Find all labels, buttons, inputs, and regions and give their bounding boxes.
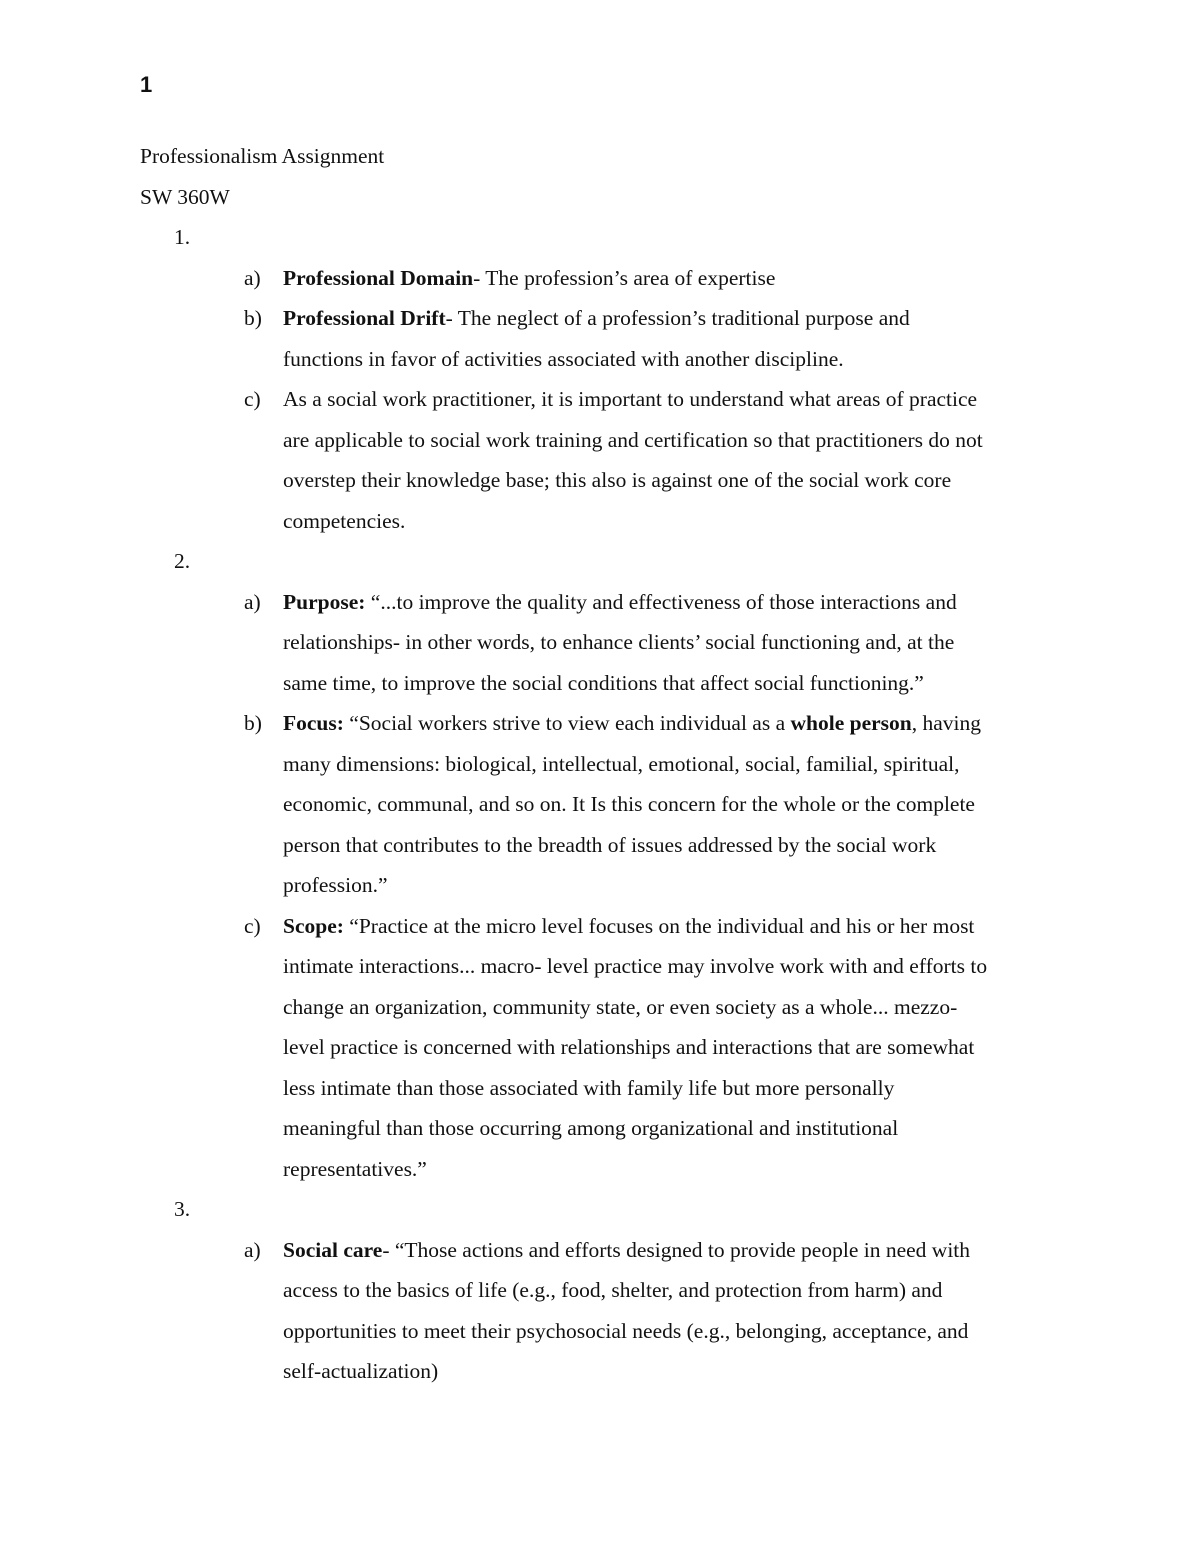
list-item-line xyxy=(283,1149,1080,1190)
list-item-line xyxy=(283,784,1080,825)
term-label: Social care xyxy=(283,1237,383,1262)
line-text: functions in favor of activities associated with another discipline. xyxy=(283,346,844,371)
list-item-line xyxy=(283,1230,1080,1271)
list-item xyxy=(140,298,1080,379)
list-item xyxy=(140,379,1080,541)
list-item-line xyxy=(283,339,1080,380)
list-item-line xyxy=(283,1108,1080,1149)
line-text: same time, to improve the social conditions that affect social functioning.” xyxy=(283,670,924,695)
line-text: many dimensions: biological, intellectual, emotional, social, familial, spiritual, xyxy=(283,751,960,776)
list-item-line xyxy=(283,298,1080,339)
list-item-line xyxy=(283,744,1080,785)
line-text: “Social workers strive to view each individual as a xyxy=(343,711,791,735)
line-text: less intimate than those associated with family life but more personally xyxy=(283,1075,895,1100)
line-text: “Practice at the micro level focuses on the individual and his or her most xyxy=(343,913,975,938)
line-text: overstep their knowledge base; this also is against one of the social work core xyxy=(283,468,952,492)
list-item xyxy=(140,258,1080,299)
term-label: Focus: xyxy=(283,711,344,735)
course-code: SW 360W xyxy=(140,184,230,209)
term-label: Professional Drift xyxy=(283,306,446,330)
line-text: level practice is concerned with relationships and interactions that are somewhat xyxy=(283,1035,975,1059)
line-text: meaningful than those occurring among organizational and institutional xyxy=(283,1116,899,1140)
document-title: Professionalism Assignment xyxy=(140,144,385,168)
list-item-line xyxy=(283,1270,1080,1311)
line-text: “...to improve the quality and effectiveness of those interactions and xyxy=(365,589,957,614)
list-item-line xyxy=(283,501,1080,542)
line-text: intimate interactions... macro- level practice may involve work with and efforts to xyxy=(283,954,988,978)
list-item-line xyxy=(283,460,1080,501)
line-text: relationships- in other words, to enhance clients’ social functioning and, at the xyxy=(283,630,955,654)
line-text: are applicable to social work training and certification so that practitioners do not xyxy=(283,427,983,452)
line-text: access to the basics of life (e.g., food, shelter, and protection from harm) and xyxy=(283,1278,943,1302)
line-text: , having xyxy=(911,711,982,735)
document-body xyxy=(140,136,1080,1392)
list-item-line xyxy=(283,663,1080,704)
line-text: opportunities to meet their psychosocial needs (e.g., belonging, acceptance, and xyxy=(283,1318,969,1343)
line-text: profession.” xyxy=(283,873,388,897)
line-text: - The neglect of a profession’s traditional purpose and xyxy=(445,306,910,330)
list-item-line xyxy=(283,825,1080,866)
list-item-line xyxy=(283,703,1080,744)
section-number: 1. xyxy=(174,225,191,249)
list-item-line xyxy=(283,865,1080,906)
list-item xyxy=(140,582,1080,704)
term-label: Scope: xyxy=(283,913,344,938)
emphasis-text: whole person xyxy=(790,711,912,735)
line-text: person that contributes to the breadth of issues addressed by the social work xyxy=(283,832,937,857)
line-text: representatives.” xyxy=(283,1156,427,1181)
page-number: 1 xyxy=(140,72,153,97)
list-marker: a) xyxy=(244,1237,261,1262)
list-marker: a) xyxy=(244,265,261,290)
sections-list xyxy=(140,217,1080,1392)
list-marker: c) xyxy=(244,913,261,938)
term-label: Purpose: xyxy=(283,589,366,614)
list-item-line xyxy=(283,1351,1080,1392)
term-label: Professional Domain xyxy=(283,265,474,290)
line-text: As a social work practitioner, it is important to understand what areas of practice xyxy=(283,387,978,411)
list-item-line xyxy=(283,622,1080,663)
line-text: - “Those actions and efforts designed to provide people in need with xyxy=(382,1237,971,1262)
list-item xyxy=(140,906,1080,1190)
list-item-line xyxy=(283,987,1080,1028)
list-item-line xyxy=(283,379,1080,420)
line-text: - The profession’s area of expertise xyxy=(473,265,776,290)
line-text: change an organization, community state, or even society as a whole... mezzo- xyxy=(283,994,958,1019)
line-text: self-actualization) xyxy=(283,1359,439,1383)
list-marker: b) xyxy=(244,711,262,735)
list-item-line xyxy=(283,1311,1080,1352)
list-marker: c) xyxy=(244,387,261,411)
list-marker: a) xyxy=(244,589,261,614)
list-item xyxy=(140,703,1080,906)
list-item-line xyxy=(283,906,1080,947)
list-marker: b) xyxy=(244,306,262,330)
list-item xyxy=(140,1230,1080,1392)
section-number: 2. xyxy=(174,549,191,573)
line-text: competencies. xyxy=(283,508,406,533)
line-text: economic, communal, and so on. It Is this concern for the whole or the complete xyxy=(283,792,975,816)
list-item-line xyxy=(283,1027,1080,1068)
list-item-line xyxy=(283,582,1080,623)
list-item-line xyxy=(283,1068,1080,1109)
list-item-line xyxy=(283,420,1080,461)
list-item-line xyxy=(283,946,1080,987)
list-item-line xyxy=(283,258,1080,299)
section-number: 3. xyxy=(174,1197,191,1221)
